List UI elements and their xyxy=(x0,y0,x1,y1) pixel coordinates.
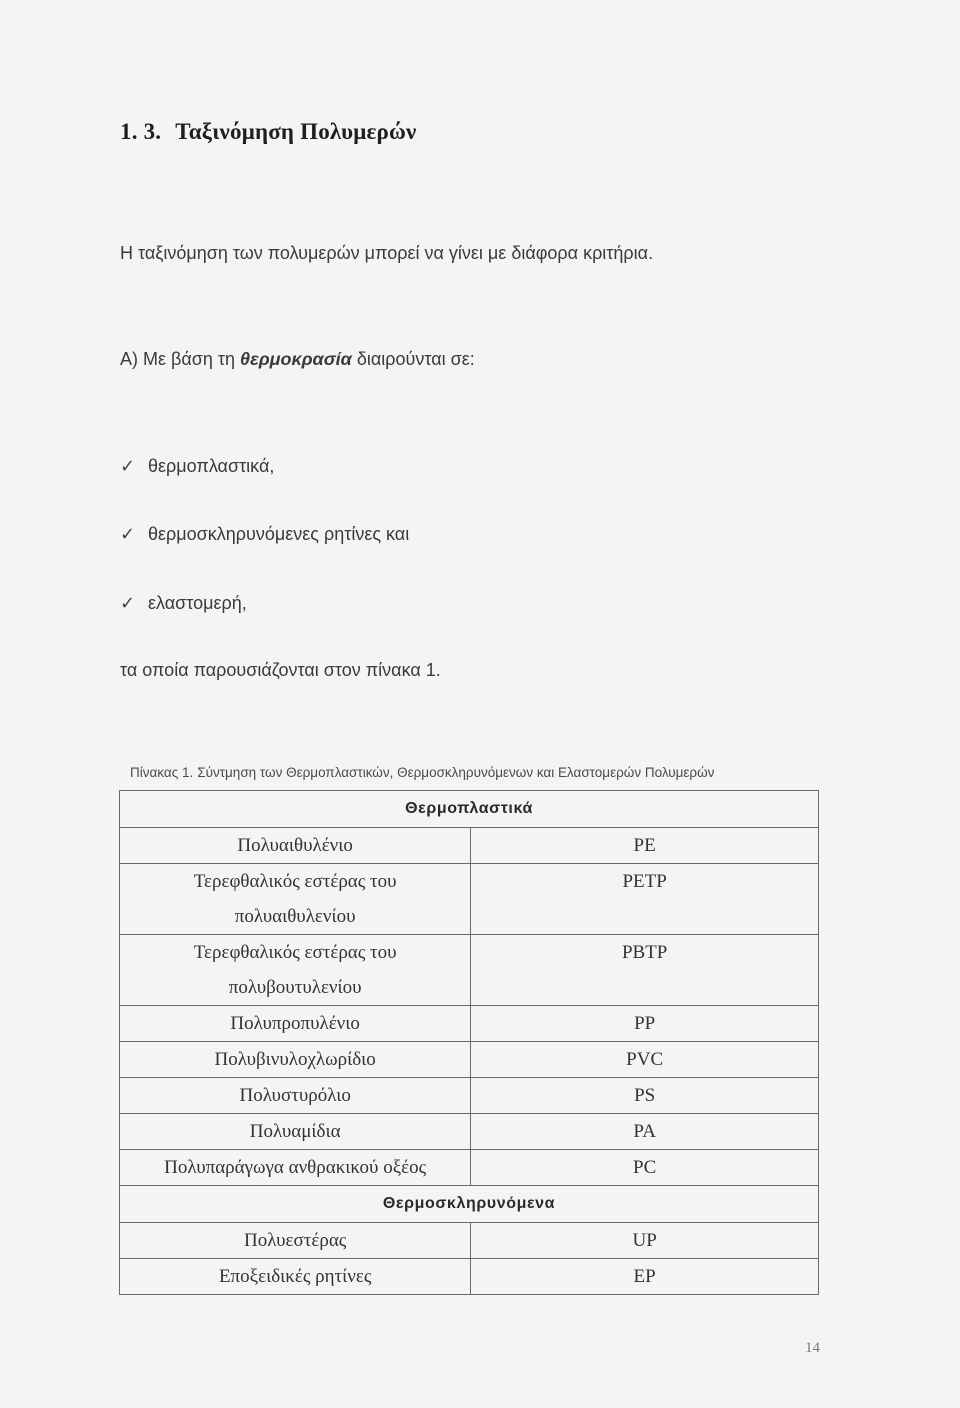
table-row xyxy=(120,1078,819,1114)
polymer-abbreviation: PVC xyxy=(471,1042,819,1078)
table-row xyxy=(120,1150,819,1186)
bullet-item xyxy=(120,593,247,614)
polymer-abbreviation: PE xyxy=(471,828,819,864)
page-number: 14 xyxy=(805,1340,820,1356)
criterion-suffix: διαιρούνται σε: xyxy=(356,349,475,369)
section-thermoplastics: Θερμοπλαστικά xyxy=(120,791,819,828)
table-row xyxy=(120,1006,819,1042)
checkmark-icon: ✓ xyxy=(120,456,136,476)
polymer-abbreviation: PA xyxy=(471,1114,819,1150)
section-thermosets: Θερμοσκληρυνόμενα xyxy=(120,1186,819,1223)
polymer-name: Πολυπαράγωγα ανθρακικού οξέος xyxy=(120,1150,471,1186)
polymer-abbreviations-table xyxy=(119,790,819,1295)
intro-paragraph: Η ταξινόμηση των πολυμερών μπορεί να γίνει με διάφορα κριτήρια. xyxy=(120,243,654,263)
table-section-header xyxy=(120,1186,819,1223)
conclusion-paragraph: τα οποία παρουσιάζονται στον πίνακα 1. xyxy=(120,660,441,680)
bullet-item xyxy=(120,524,409,545)
table-row xyxy=(120,1114,819,1150)
criterion-emphasis: θερμοκρασία xyxy=(240,349,352,369)
section-number: 1. 3. xyxy=(120,119,162,144)
table-row xyxy=(120,1042,819,1078)
table-row xyxy=(120,1223,819,1259)
polymer-name: Εποξειδικές ρητίνες xyxy=(120,1259,471,1295)
table-section-header xyxy=(120,791,819,828)
polymer-abbreviation: PS xyxy=(471,1078,819,1114)
criterion-prefix: Α) Με βάση τη xyxy=(120,349,236,369)
polymer-abbreviation: PC xyxy=(471,1150,819,1186)
polymer-name: Πολυαμίδια xyxy=(120,1114,471,1150)
polymer-name: Πολυπροπυλένιο xyxy=(120,1006,471,1042)
table-row xyxy=(120,828,819,864)
table-row xyxy=(120,1259,819,1295)
bullet-text: θερμοπλαστικά, xyxy=(148,456,275,476)
table-row xyxy=(120,935,819,1006)
polymer-abbreviation: UP xyxy=(471,1223,819,1259)
checkmark-icon: ✓ xyxy=(120,524,136,544)
criterion-paragraph xyxy=(120,349,475,370)
section-title: Ταξινόμηση Πολυμερών xyxy=(175,119,417,144)
polymer-name: Πολυεστέρας xyxy=(120,1223,471,1259)
table-caption-label: Πίνακας 1. xyxy=(130,765,194,780)
bullet-text: ελαστομερή, xyxy=(148,593,247,613)
polymer-name: Πολυβινυλοχλωρίδιο xyxy=(120,1042,471,1078)
table-caption-text: Σύντμηση των Θερμοπλαστικών, Θερμοσκληρυνόμενων και Ελαστομερών Πολυμερών xyxy=(197,765,715,780)
table-row xyxy=(120,864,819,935)
checkmark-icon: ✓ xyxy=(120,593,136,613)
table-caption xyxy=(130,765,714,780)
bullet-item xyxy=(120,456,274,477)
polymer-abbreviation: PP xyxy=(471,1006,819,1042)
section-heading xyxy=(120,119,416,145)
polymer-abbreviation: PBTP xyxy=(471,935,819,1006)
polymer-name: Τερεφθαλικός εστέρας του πολυαιθυλενίου xyxy=(120,864,471,935)
bullet-text: θερμοσκληρυνόμενες ρητίνες και xyxy=(148,524,410,544)
polymer-abbreviation: EP xyxy=(471,1259,819,1295)
polymer-name: Πολυαιθυλένιο xyxy=(120,828,471,864)
polymer-name: Πολυστυρόλιο xyxy=(120,1078,471,1114)
polymer-abbreviation: PETP xyxy=(471,864,819,935)
polymer-name: Τερεφθαλικός εστέρας του πολυβουτυλενίου xyxy=(120,935,471,1006)
